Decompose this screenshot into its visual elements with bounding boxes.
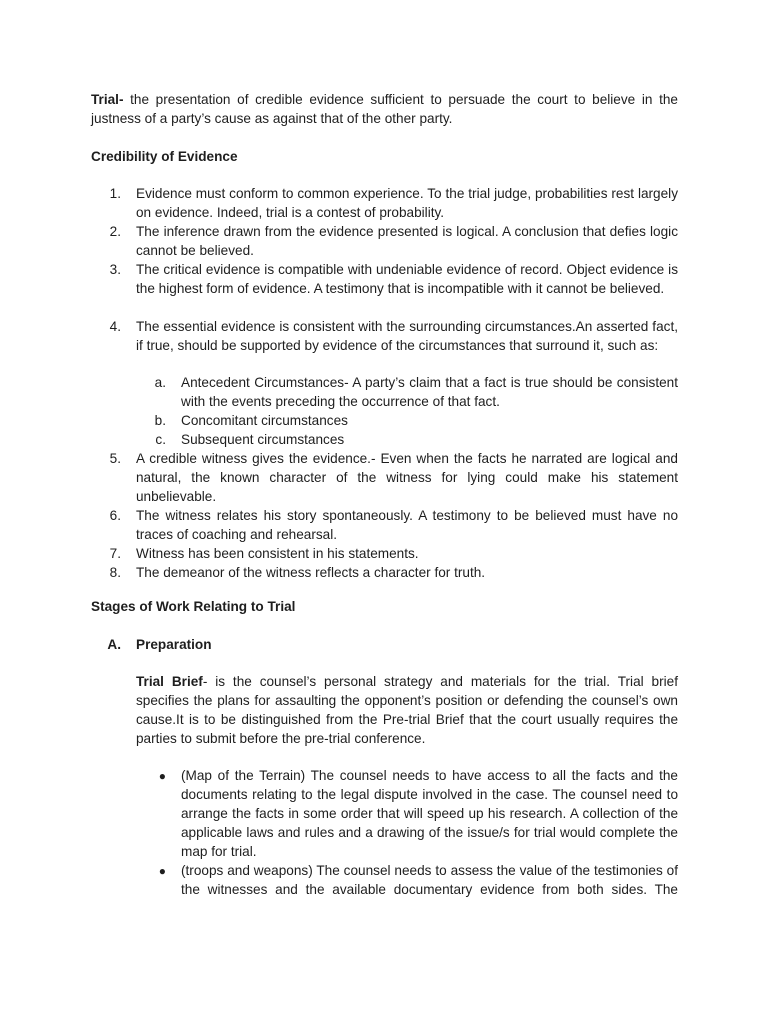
trial-brief-text: - is the counsel’s personal strategy and materials for the trial. Trial brief specifies the plans for assaulting the opponent’s position or defending the counsel’s own cause.It is to be distinguished from the Pre-trial Brief that the court usually requires the parties to submit before the pre-trial conference. (136, 674, 678, 746)
section-a-title: Preparation (136, 637, 212, 652)
stages-heading: Stages of Work Relating to Trial (91, 599, 296, 614)
trial-term: Trial- (91, 92, 124, 107)
credibility-heading: Credibility of Evidence (91, 149, 238, 164)
trial-definition (91, 91, 678, 129)
section-a-marker: A. (107, 637, 121, 652)
trial-definition-text: the presentation of credible evidence sufficient to persuade the court to believe in the justness of a party’s cause as against that of the other party. (91, 92, 678, 126)
trial-brief-term: Trial Brief (136, 674, 203, 689)
document-page: Trial- the presentation of credible evidence sufficient to persuade the court to believe in the justness of a party’s cause as against that of the other party. Credibility of Evidence 1. Evidence must conform to common experience. To the trial judge, probabilities rest largely on evidence. Indeed, trial is a contest of probability. 2. The inference drawn from the evidence presented is logical. A conclusion that defies logic cannot be believed. 3. The critical evidence is compatible with undeniable evidence of record. Object evidence is the highest form of evidence. A testimony that is incompatible with it cannot be believed. 4. The essential evidence is consistent with the surrounding circumstances.An asserted fact, if true, should be supported by evidence of the circumstances that surround it, such as: a. Antecedent Circumstances- A party’s claim that a fact is true should be consistent with the events preceding the occurrence of that fact. b. Concomitant circumstances c. Subsequent circumstances 5. A credible witness gives the evidence.- Even when the facts he narrated are logical and natural, the known character of the witness for lying could make his statement unbelievable. 6. The witness relates his story spontaneously. A testimony to be believed must have no traces of coaching and rehearsal. 7. Witness has been consistent in his statements. 8. The demeanor of the witness reflects a character for truth. Stages of Work Relating to Trial A. Preparation Trial Brief- is the counsel’s personal strategy and materials for the trial. Trial brief specifies the plans for assaulting the opponent’s position or defending the counsel’s own cause.It is to be distinguished from the Pre-trial Brief that the court usually requires the parties to submit before the pre-trial conference. ● (Map of the Terrain) The counsel needs to have access to all the facts and the documents relating to the legal dispute involved in the case. The counsel need to arrange the facts in some order that will speed up his research. A collection of the applicable laws and rules and a drawing of the issue/s for trial would complete the map for trial. ● (troops and weapons) The counsel needs to assess the value of the testimonies of the witnesses and the available documentary evidence from both sides. The (91, 92, 678, 897)
trial-brief-paragraph (136, 673, 678, 749)
